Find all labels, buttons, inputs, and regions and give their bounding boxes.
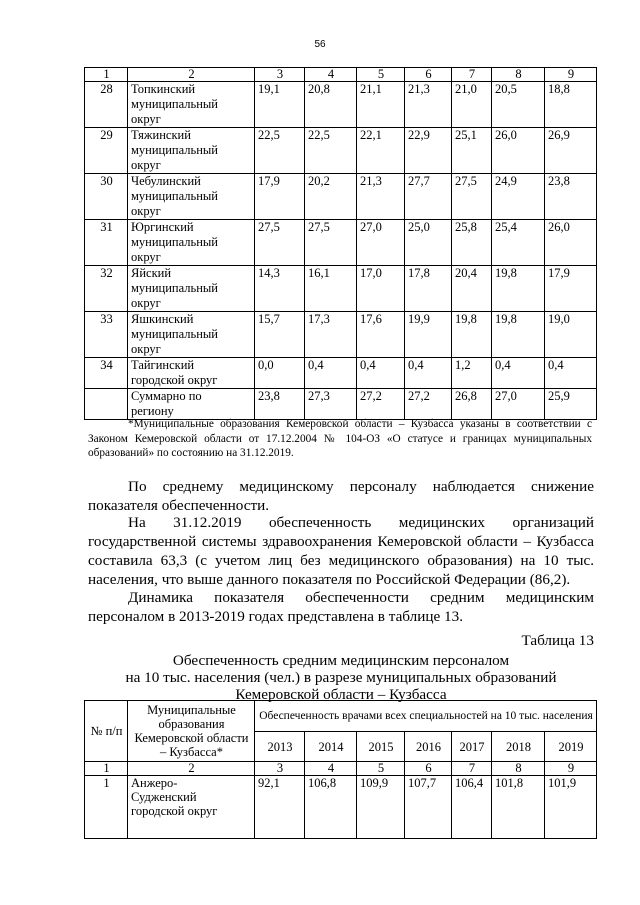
name-line: Судженский: [131, 790, 197, 804]
index-cell: 6: [405, 762, 452, 776]
header-cell: 5: [357, 68, 405, 82]
municipality-name: [128, 82, 255, 128]
value-cell: 22,5: [305, 128, 357, 174]
table-row: [85, 312, 597, 358]
name-line: городской округ: [131, 804, 218, 818]
value-cell: 14,3: [255, 266, 305, 312]
name-line: муниципальный: [131, 189, 218, 203]
value-cell: 106,8: [305, 776, 357, 839]
row-number: 34: [85, 358, 128, 389]
paragraph-dynamics: Динамика показателя обеспеченности средним медицинским персоналом в 2013-2019 годах представлена в таблице 13.: [88, 589, 594, 625]
table-caption: Таблица 13: [521, 632, 594, 649]
paragraph-provision-value: На 31.12.2019 обеспеченность медицинских организаций государственной системы здравоохранения Кемеровской области – Кузбасса составила 63,3 (с учетом лиц без медицинского образования) на 10 тыс. населения, что выше данного показателя по Российской Федерации (86,2).: [88, 514, 594, 588]
table2-body: [85, 776, 597, 839]
value-cell: 23,8: [255, 389, 305, 420]
value-cell: 27,3: [305, 389, 357, 420]
value-cell: 107,7: [405, 776, 452, 839]
municipality-name: [128, 312, 255, 358]
name-line: региону: [131, 404, 174, 418]
name-line: городской округ: [131, 373, 218, 387]
value-cell: 20,4: [452, 266, 492, 312]
value-cell: 23,8: [545, 174, 597, 220]
table-row: [85, 389, 597, 420]
paragraph-nursing-decline: По среднему медицинскому персоналу наблюдается снижение показателя обеспеченности.: [88, 478, 594, 514]
name-line: Юргинский: [131, 220, 194, 234]
year-header: 2019: [545, 732, 597, 762]
value-cell: 26,0: [545, 220, 597, 266]
value-cell: 92,1: [255, 776, 305, 839]
header-cell: 1: [85, 68, 128, 82]
name-line: Анжеро-: [131, 776, 178, 790]
value-cell: 27,0: [357, 220, 405, 266]
value-cell: 27,5: [305, 220, 357, 266]
value-cell: 26,8: [452, 389, 492, 420]
value-cell: 17,0: [357, 266, 405, 312]
name-line: Чебулинский: [131, 174, 201, 188]
row-number: 32: [85, 266, 128, 312]
value-cell: 27,5: [255, 220, 305, 266]
value-cell: 20,2: [305, 174, 357, 220]
municipality-name: [128, 358, 255, 389]
year-header: 2014: [305, 732, 357, 762]
value-cell: 0,4: [405, 358, 452, 389]
municipality-name: [128, 220, 255, 266]
year-header: 2017: [452, 732, 492, 762]
municipality-name: [128, 128, 255, 174]
year-header: 2013: [255, 732, 305, 762]
row-number: [85, 389, 128, 420]
name-line: муниципальный: [131, 327, 218, 341]
value-cell: 106,4: [452, 776, 492, 839]
name-line: округ: [131, 112, 161, 126]
index-cell: 4: [305, 762, 357, 776]
name-line: Тайгинский: [131, 358, 195, 372]
value-cell: 19,8: [492, 312, 545, 358]
name-line: Яшкинский: [131, 312, 194, 326]
table-row: [85, 220, 597, 266]
header-cell: 7: [452, 68, 492, 82]
table-title-line: Кемеровской области – Кузбасса: [235, 686, 447, 703]
value-cell: 101,9: [545, 776, 597, 839]
index-cell: 5: [357, 762, 405, 776]
name-line: муниципальный: [131, 281, 218, 295]
value-cell: 20,8: [305, 82, 357, 128]
name-line: Топкинский: [131, 82, 196, 96]
value-cell: 27,0: [492, 389, 545, 420]
index-cell: 7: [452, 762, 492, 776]
value-cell: 0,4: [492, 358, 545, 389]
table-row: [85, 82, 597, 128]
page-number: 56: [314, 39, 326, 50]
row-number: 31: [85, 220, 128, 266]
name-line: муниципальный: [131, 97, 218, 111]
value-cell: 19,9: [405, 312, 452, 358]
column-header-group: Обеспеченность врачами всех специальностей на 10 тыс. населения: [255, 701, 597, 732]
table-title: [88, 652, 594, 703]
value-cell: 27,2: [357, 389, 405, 420]
name-line: округ: [131, 342, 161, 356]
value-cell: 17,9: [255, 174, 305, 220]
name-line: округ: [131, 250, 161, 264]
year-header: 2016: [405, 732, 452, 762]
value-cell: 21,1: [357, 82, 405, 128]
value-cell: 109,9: [357, 776, 405, 839]
value-cell: 17,6: [357, 312, 405, 358]
header-cell: 8: [492, 68, 545, 82]
name-line: округ: [131, 296, 161, 310]
value-cell: 15,7: [255, 312, 305, 358]
value-cell: 24,9: [492, 174, 545, 220]
table-13: [84, 700, 597, 839]
table-title-line: на 10 тыс. населения (чел.) в разрезе муниципальных образований: [125, 669, 557, 686]
value-cell: 19,0: [545, 312, 597, 358]
name-line: округ: [131, 204, 161, 218]
index-cell: 8: [492, 762, 545, 776]
value-cell: 22,5: [255, 128, 305, 174]
value-cell: 0,4: [357, 358, 405, 389]
municipality-name: [128, 389, 255, 420]
table1-body: [85, 68, 597, 420]
value-cell: 17,8: [405, 266, 452, 312]
value-cell: 27,7: [405, 174, 452, 220]
value-cell: 21,3: [357, 174, 405, 220]
name-line: Тяжинский: [131, 128, 191, 142]
value-cell: 25,1: [452, 128, 492, 174]
value-cell: 16,1: [305, 266, 357, 312]
row-number: 28: [85, 82, 128, 128]
value-cell: 27,2: [405, 389, 452, 420]
value-cell: 0,4: [545, 358, 597, 389]
row-number: 29: [85, 128, 128, 174]
name-line: муниципальный: [131, 143, 218, 157]
header-cell: 9: [545, 68, 597, 82]
row-number: 1: [85, 776, 128, 839]
header-row: [85, 68, 597, 82]
value-cell: 17,3: [305, 312, 357, 358]
value-cell: 19,8: [452, 312, 492, 358]
value-cell: 25,4: [492, 220, 545, 266]
table-row: [85, 174, 597, 220]
value-cell: 25,0: [405, 220, 452, 266]
table-row: [85, 128, 597, 174]
municipality-name: [128, 174, 255, 220]
name-line: округ: [131, 158, 161, 172]
provision-table-continued: [84, 67, 597, 420]
value-cell: 27,5: [452, 174, 492, 220]
value-cell: 20,5: [492, 82, 545, 128]
value-cell: 0,0: [255, 358, 305, 389]
name-line: муниципальный: [131, 235, 218, 249]
header-cell: 6: [405, 68, 452, 82]
header-cell: 3: [255, 68, 305, 82]
value-cell: 25,8: [452, 220, 492, 266]
value-cell: 19,1: [255, 82, 305, 128]
municipality-name: [128, 266, 255, 312]
name-line: Суммарно по: [131, 389, 202, 403]
name-line: Яйский: [131, 266, 172, 280]
index-cell: 9: [545, 762, 597, 776]
row-number: 30: [85, 174, 128, 220]
table-row: [85, 266, 597, 312]
index-cell: 3: [255, 762, 305, 776]
year-header: 2018: [492, 732, 545, 762]
column-header-number: № п/п: [85, 701, 128, 762]
index-cell: 2: [128, 762, 255, 776]
value-cell: 17,9: [545, 266, 597, 312]
table-title-line: Обеспеченность средним медицинским персоналом: [172, 652, 510, 669]
table-row: [85, 776, 597, 839]
value-cell: 0,4: [305, 358, 357, 389]
header-cell: 2: [128, 68, 255, 82]
table-row: [85, 358, 597, 389]
value-cell: 21,0: [452, 82, 492, 128]
row-number: 33: [85, 312, 128, 358]
footnote: *Муниципальные образования Кемеровской области – Кузбасса указаны в соответствии с Законом Кемеровской области от 17.12.2004 № 104-ОЗ «О статусе и границах муниципальных образований» по состоянию на 31.12.2019.: [88, 418, 592, 459]
value-cell: 19,8: [492, 266, 545, 312]
value-cell: 22,1: [357, 128, 405, 174]
value-cell: 26,0: [492, 128, 545, 174]
municipality-name: [128, 776, 255, 839]
value-cell: 25,9: [545, 389, 597, 420]
index-row: [85, 762, 597, 776]
value-cell: 21,3: [405, 82, 452, 128]
value-cell: 26,9: [545, 128, 597, 174]
index-cell: 1: [85, 762, 128, 776]
value-cell: 1,2: [452, 358, 492, 389]
value-cell: 101,8: [492, 776, 545, 839]
value-cell: 22,9: [405, 128, 452, 174]
value-cell: 18,8: [545, 82, 597, 128]
header-cell: 4: [305, 68, 357, 82]
year-header: 2015: [357, 732, 405, 762]
column-header-municipality: Муниципальные образования Кемеровской области – Кузбасса*: [128, 701, 255, 762]
